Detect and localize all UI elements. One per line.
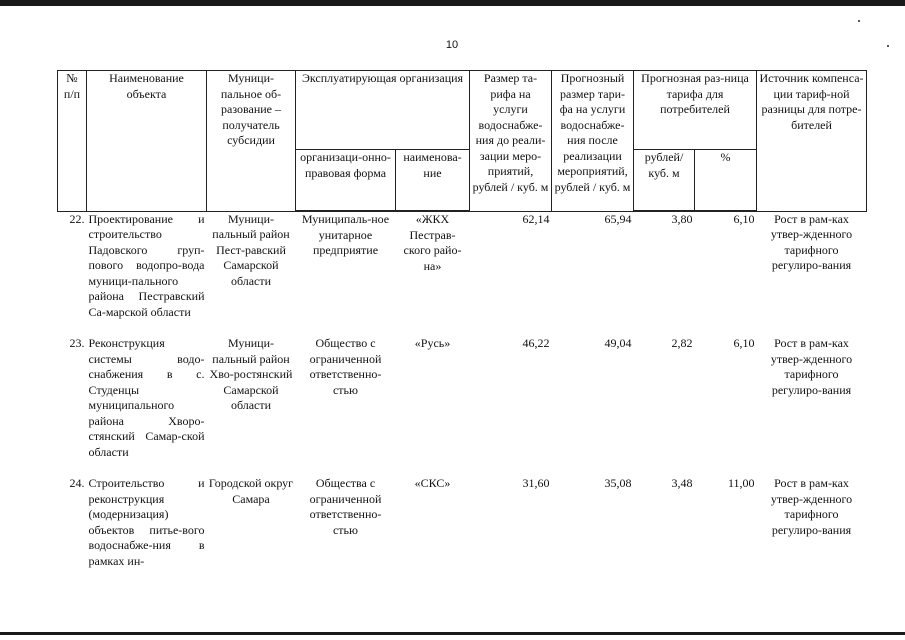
header-operator-name: наименова-ние: [396, 150, 470, 212]
subsidy-table: [57, 70, 867, 585]
header-legal-form: организаци-онно-правовая форма: [296, 150, 396, 212]
header-num: № п/п: [58, 71, 87, 212]
compensation-source: Рост в рам-ках утвер-жденного тарифного регулиро-вания: [770, 336, 853, 397]
municipality: Муници-пальный район Пест-равский Самарской области: [212, 211, 290, 288]
header-diff-rub: рублей/ куб. м: [634, 150, 695, 212]
legal-form: Общества с ограниченной ответственно-стью: [309, 476, 382, 537]
header-municipality: Муници-пальное об-разование – получатель субсидии: [207, 71, 296, 212]
scan-speck: [858, 20, 860, 22]
row-number: 24.: [69, 476, 85, 490]
tariff-after: 35,08: [604, 476, 632, 490]
diff-pct: 6,10: [733, 336, 755, 350]
diff-rub: 3,80: [671, 212, 693, 226]
header-tariff-before: Размер та-рифа на услуги водоснабже-ния до реали-зации меро-приятий, рублей / куб. м: [470, 71, 552, 212]
tariff-before: 46,22: [522, 336, 550, 350]
row-number: 23.: [69, 336, 85, 350]
object-name: Проектирование и строительство Падовского груп-пового водопро-вода муници-пального района Пестравский Са-марской области: [88, 211, 205, 319]
page-number: 10: [445, 39, 459, 51]
municipality: Муници-пальный район Хво-ростянский Самарской области: [209, 336, 293, 412]
table-row: [58, 211, 867, 336]
scan-speck: [887, 45, 889, 47]
row-number: 22.: [69, 211, 85, 226]
diff-rub: 2,82: [671, 336, 693, 350]
header-operator: Эксплуатирующая организация: [296, 71, 470, 150]
header-tariff-after: Прогнозный размер тари-фа на услуги водоснабже-ния после реализации мероприятий, рублей / куб. м: [552, 71, 634, 212]
org-name: «ЖКХ Пестрав-ского райо-на»: [403, 212, 462, 273]
org-name: «Русь»: [414, 336, 451, 350]
header-object-name: Наименование объекта: [87, 71, 207, 212]
diff-pct: 6,10: [733, 212, 755, 226]
table-row: [58, 476, 867, 585]
tariff-before: 31,60: [522, 476, 550, 490]
object-name: Строительство и реконструкция (модернизация) объектов питье-вого водоснабже-ния в рамках ин-: [88, 476, 205, 568]
bottom-scan-border: [0, 632, 905, 635]
tariff-after: 49,04: [604, 336, 632, 350]
tariff-after: 65,94: [604, 211, 632, 226]
diff-rub: 3,48: [671, 476, 693, 490]
top-scan-border: [0, 0, 905, 6]
diff-pct: 11,00: [727, 476, 755, 490]
municipality: Городской округ Самара: [208, 476, 294, 506]
legal-form: Общество с ограниченной ответственно-стью: [309, 336, 382, 397]
table-row: [58, 336, 867, 476]
org-name: «СКС»: [414, 476, 451, 490]
header-diff-pct: %: [695, 150, 757, 212]
legal-form: Муниципаль-ное унитарное предприятие: [301, 212, 390, 257]
compensation-source: Рост в рам-ках утвер-жденного тарифного регулиро-вания: [770, 211, 853, 272]
header-compensation-source: Источник компенса-ции тариф-ной разницы для потре-бителей: [757, 71, 867, 212]
compensation-source: Рост в рам-ках утвер-жденного тарифного регулиро-вания: [770, 476, 853, 537]
tariff-before: 62,14: [522, 211, 550, 226]
header-tariff-diff: Прогнозная раз-ница тарифа для потребителей: [634, 71, 757, 150]
object-name: Реконструкция системы водо-снабжения в с. Студенцы муниципального района Хворо-стянский Самар-ской области: [88, 336, 205, 459]
